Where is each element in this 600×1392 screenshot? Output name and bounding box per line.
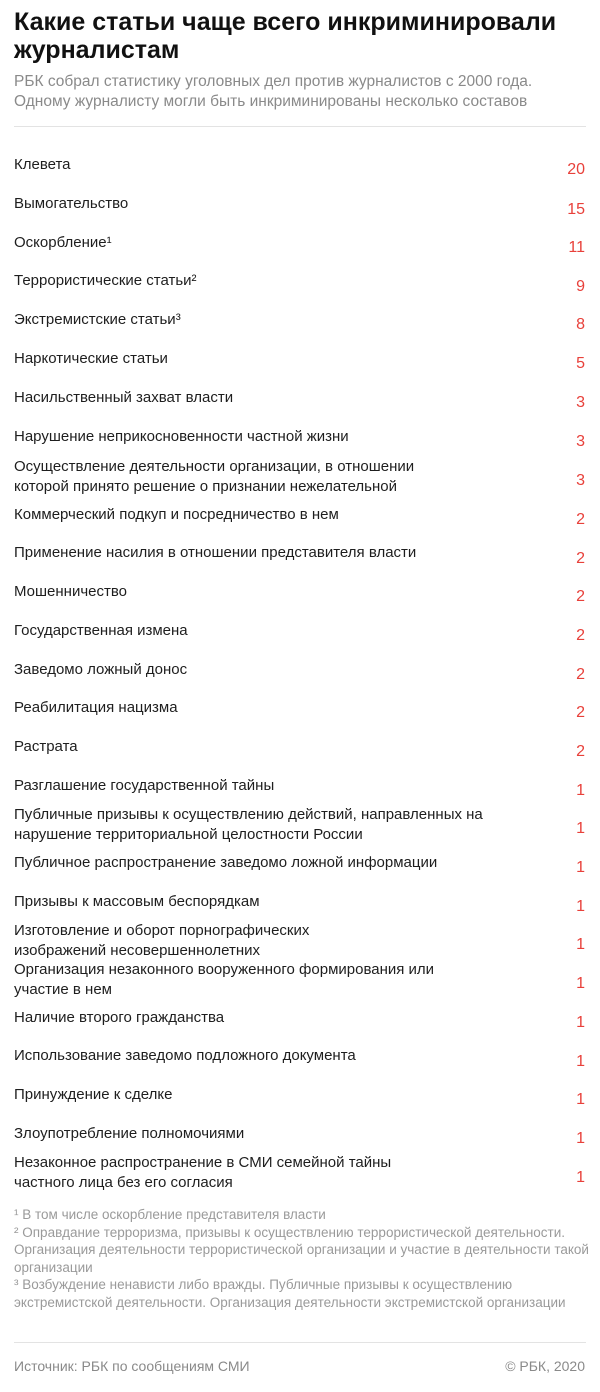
article-label: Террористические статьи² <box>14 272 197 289</box>
case-count: 2 <box>576 550 585 567</box>
article-label: Организация незаконного вооруженного формирования или участие в нем <box>14 961 435 998</box>
article-label: Заведомо ложный донос <box>14 661 188 678</box>
article-label: Публичное распространение заведомо ложной информации <box>14 854 438 871</box>
case-count: 2 <box>576 511 585 528</box>
article-label: Растрата <box>14 738 78 755</box>
header-divider <box>14 126 586 127</box>
article-label: Мошенничество <box>14 583 127 600</box>
case-count: 2 <box>576 666 585 683</box>
case-count: 20 <box>567 161 585 178</box>
article-label: Наличие второго гражданства <box>14 1009 225 1026</box>
article-label: Использование заведомо подложного документа <box>14 1047 356 1064</box>
chart-title: Какие статьи чаще всего инкриминировали журналистам <box>14 8 557 64</box>
case-count: 11 <box>568 239 585 256</box>
article-label: Публичные призывы к осуществлению действий, направленных на нарушение территориальной целостности России <box>14 806 483 843</box>
article-label: Незаконное распространение в СМИ семейной тайны частного лица без его согласия <box>14 1154 392 1191</box>
case-count: 9 <box>576 278 585 295</box>
article-label: Насильственный захват власти <box>14 389 234 406</box>
case-count: 1 <box>576 1091 585 1108</box>
case-count: 1 <box>576 1130 585 1147</box>
article-label: Реабилитация нацизма <box>14 699 178 716</box>
article-label: Злоупотребление полномочиями <box>14 1125 245 1142</box>
case-count: 1 <box>576 1169 585 1186</box>
case-count: 3 <box>576 433 585 450</box>
case-count: 1 <box>576 859 585 876</box>
article-label: Изготовление и оборот порнографических изображений несовершеннолетних <box>14 922 310 959</box>
article-label: Нарушение неприкосновенности частной жизни <box>14 428 349 445</box>
case-count: 2 <box>576 704 585 721</box>
case-count: 1 <box>576 1014 585 1031</box>
footnote-2: ² Оправдание терроризма, призывы к осуществлению террористической деятельности. Организация деятельности террористической организации и участие в деятельности такой организации <box>14 1224 589 1275</box>
case-count: 5 <box>576 355 585 372</box>
case-count: 3 <box>576 472 585 489</box>
source-note: Источник: РБК по сообщениям СМИ <box>14 1358 250 1374</box>
article-label: Призывы к массовым беспорядкам <box>14 893 260 910</box>
case-count: 2 <box>576 627 585 644</box>
article-label: Оскорбление¹ <box>14 234 112 251</box>
case-count: 15 <box>567 201 585 218</box>
article-label: Принуждение к сделке <box>14 1086 173 1103</box>
article-label: Экстремистские статьи³ <box>14 311 181 328</box>
footnotes <box>14 1206 589 1311</box>
case-count: 2 <box>576 588 585 605</box>
case-count: 1 <box>576 936 585 953</box>
article-label: Осуществление деятельности организации, в отношении которой принято решение о признании нежелательной <box>14 458 415 495</box>
case-count: 8 <box>576 316 585 333</box>
case-count: 3 <box>576 394 585 411</box>
article-label: Применение насилия в отношении представителя власти <box>14 544 417 561</box>
case-count: 1 <box>576 782 585 799</box>
case-count: 1 <box>576 820 585 837</box>
article-label: Коммерческий подкуп и посредничество в нем <box>14 506 339 523</box>
chart-subtitle: РБК собрал статистику уголовных дел против журналистов с 2000 года. Одному журналисту могли быть инкриминированы несколько составов <box>14 73 533 110</box>
article-label: Государственная измена <box>14 622 188 639</box>
case-count: 2 <box>576 743 585 760</box>
copyright: © РБК, 2020 <box>505 1358 585 1374</box>
case-count: 1 <box>576 898 585 915</box>
footnote-3: ³ Возбуждение ненависти либо вражды. Публичные призывы к осуществлению экстремистской деятельности. Организация деятельности экстремистской организации <box>14 1277 566 1310</box>
footer-divider <box>14 1342 586 1343</box>
article-label: Клевета <box>14 156 71 173</box>
footnote-1: ¹ В том числе оскорбление представителя власти <box>14 1207 326 1222</box>
case-count: 1 <box>576 1053 585 1070</box>
article-label: Вымогательство <box>14 195 129 212</box>
article-label: Наркотические статьи <box>14 350 168 367</box>
article-label: Разглашение государственной тайны <box>14 777 275 794</box>
case-count: 1 <box>576 975 585 992</box>
